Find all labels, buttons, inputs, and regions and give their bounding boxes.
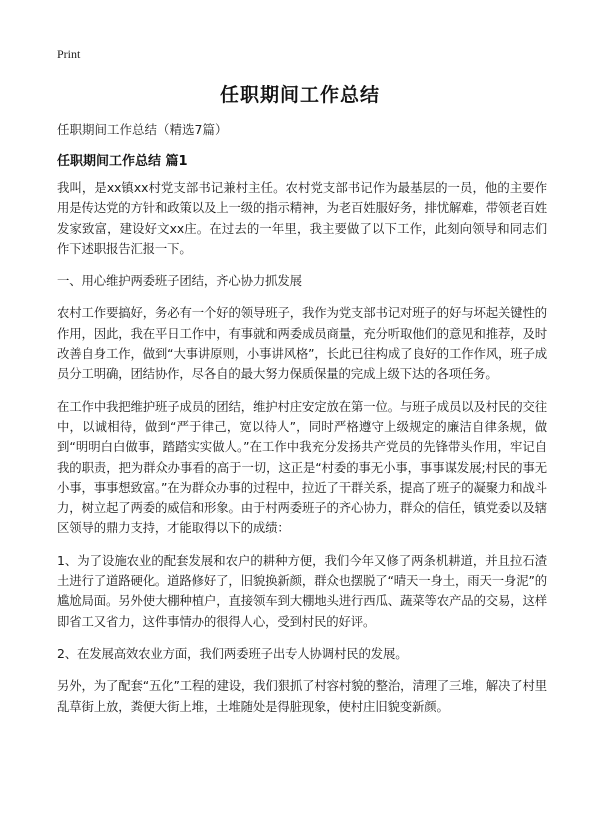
paragraph-team-leadership: 农村工作要搞好，务必有一个好的领导班子，我作为党支部书记对班子的好与坏起关键性的作用，因此，我在平日工作中，有事就和两委成员商量，充分听取他们的意见和推荐，及时改善自身工作，做到“大事讲原则，小事讲风格”，长此已往构成了良好的工作作风，班子成员分工明确，团结协作，尽各自的最大努力保质保量的完成上级下达的各项任务。 — [57, 305, 547, 382]
paragraph-intro: 我叫，是xx镇xx村党支部书记兼村主任。农村党支部书记作为最基层的一员，他的主要作用是传达党的方针和政策以及上一级的指示精神，为老百姓服好务，排忧解难，带领老百姓发家致富，建设好文xx庄。在过去的一年里，我主要做了以下工作，此刻向领导和同志们作下述职报告汇报一下。 — [57, 180, 547, 256]
paragraph-team-unity: 在工作中我把维护班子成员的团结，维护村庄安定放在第一位。与班子成员以及村民的交往中，以诚相待，做到“严于律己，宽以待人”，同时严格遵守上级规定的廉洁自律条规，做到“明明白白做事，踏踏实实做人。”在工作中我充分发扬共产党员的先锋带头作用，牢记自我的职责，把为群众办事看的高于一切，这正是“村委的事无小事，事事谋发展;村民的事无小事，事事想致富。”在为群众办事的过程中，拉近了干群关系，提高了班子的凝聚力和战斗力，树立起了两委的威信和形象。由于村两委班子的齐心协力，群众的信任，镇党委以及辖区领导的鼎力支持，才能取得以下的成绩： — [57, 398, 547, 536]
paragraph-village-cleanup: 另外，为了配套“五化”工程的建设，我们狠抓了村容村貌的整治，清理了三堆，解决了村里乱草街上放，粪便大街上堆，土堆随处是得脏现象，使村庄旧貌变新颜。 — [57, 678, 547, 714]
paragraph-achievement-1: 1、为了设施农业的配套发展和农户的耕种方便，我们今年又修了两条机耕道，并且拉石渣土进行了道路硬化。道路修好了，旧貌换新颜，群众也摆脱了“晴天一身土，雨天一身泥”的尴尬局面。另外使大棚种植户，直接领车到大棚地头进行西瓜、蔬菜等农产品的交易，这样即省工又省力，这件事情办的很得人心，受到村民的好评。 — [57, 552, 547, 629]
section-title: 任职期间工作总结 篇1 — [57, 154, 188, 169]
document-subtitle: 任职期间工作总结（精选7篇） — [57, 122, 228, 137]
paragraph-heading-1: 一、用心维护两委班子团结，齐心协力抓发展 — [57, 273, 302, 289]
document-body — [57, 178, 547, 729]
paragraph-achievement-2: 2、在发展高效农业方面，我们两委班子出专人协调村民的发展。 — [57, 645, 408, 661]
print-link[interactable]: Print — [57, 47, 81, 61]
document-title: 任职期间工作总结 — [219, 84, 380, 106]
